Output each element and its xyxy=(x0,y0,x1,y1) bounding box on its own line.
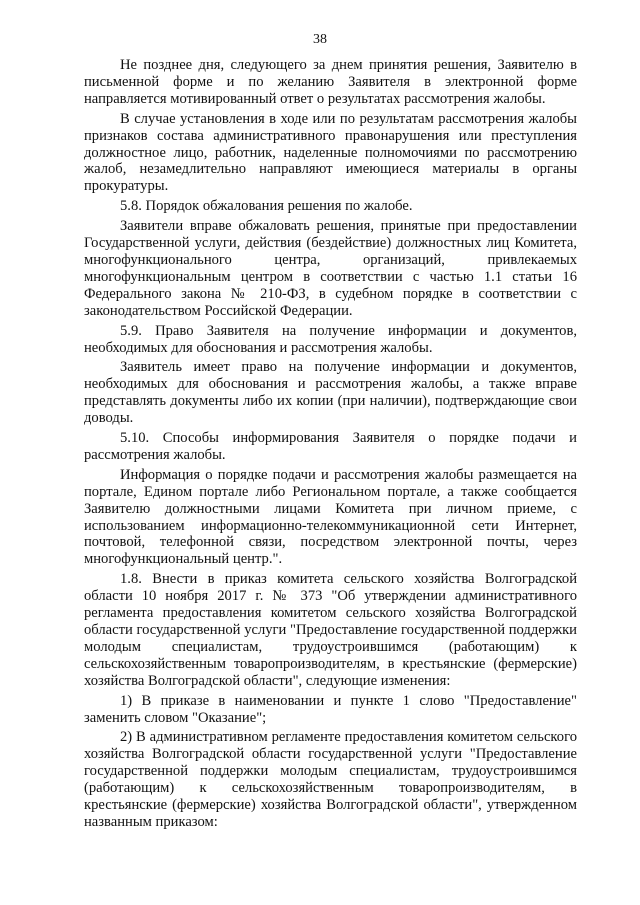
section-heading-5-8: 5.8. Порядок обжалования решения по жалобе. xyxy=(120,198,413,215)
paragraph-information-channels: Информация о порядке подачи и рассмотрения жалобы размещается на портале, Едином портале либо Региональном портале, а также сообщается Заявителю должностными лицами Комитета при личном приеме, с использованием информационно-телекоммуникационной сети Интернет, почтовой, телефонной связи, посредством электронной почты, через многофункциональный центр.". xyxy=(84,466,577,568)
paragraph-right-to-information: Заявитель имеет право на получение информации и документов, необходимых для обоснования и рассмотрения жалобы, а также вправе представлять документы либо их копии (при наличии), подтверждающие свои доводы. xyxy=(84,359,577,427)
page-number: 38 xyxy=(313,32,327,47)
paragraph-violation-found: В случае установления в ходе или по результатам рассмотрения жалобы признаков состава административного правонарушения или преступления должностное лицо, работник, наделенные полномочиями по рассмотрению жалоб, незамедлительно направляют имеющиеся материалы в органы прокуратуры. xyxy=(84,110,577,195)
paragraph-amend-order-1-8: 1.8. Внести в приказ комитета сельского хозяйства Волгоградской области 10 ноября 2017 г. № 373 "Об утверждении административного регламента предоставления комитетом сельского хозяйства Волгоградской области государственной услуги "Предоставление государственной поддержки молодым специалистам, трудоустроившимся (работающим) к сельскохозяйственным товаропроизводителям, в крестьянские (фермерские) хозяйства Волгоградской области", следующие изменения: xyxy=(84,571,577,689)
list-item-1: 1) В приказе в наименовании и пункте 1 слово "Предоставление" заменить словом "Оказание"; xyxy=(84,692,577,726)
paragraph-reply-deadline: Не позднее дня, следующего за днем принятия решения, Заявителю в письменной форме и по желанию Заявителя в электронной форме направляется мотивированный ответ о результатах рассмотрения жалобы. xyxy=(84,57,577,107)
page-body xyxy=(84,57,577,834)
paragraph-appeal-in-court: Заявители вправе обжаловать решения, принятые при предоставлении Государственной услуги, действия (бездействие) должностных лиц Комитета, многофункционального центра, организаций, привлекаемых многофункциональным центром в соответствии с частью 1.1 статьи 16 Федерального закона № 210-ФЗ, в судебном порядке в соответствии с законодательством Российской Федерации. xyxy=(84,218,577,319)
section-heading-5-9: 5.9. Право Заявителя на получение информации и документов, необходимых для обоснования и рассмотрения жалобы. xyxy=(84,322,577,356)
section-heading-5-10: 5.10. Способы информирования Заявителя о порядке подачи и рассмотрения жалобы. xyxy=(84,430,577,463)
list-item-2: 2) В административном регламенте предоставления комитетом сельского хозяйства Волгоградской области государственной услуги "Предоставление государственной поддержки молодым специалистам, трудоустроившимся (работающим) к сельскохозяйственным товаропроизводителям, в крестьянские (фермерские) хозяйства Волгоградской области", утвержденном названным приказом: xyxy=(84,729,577,830)
